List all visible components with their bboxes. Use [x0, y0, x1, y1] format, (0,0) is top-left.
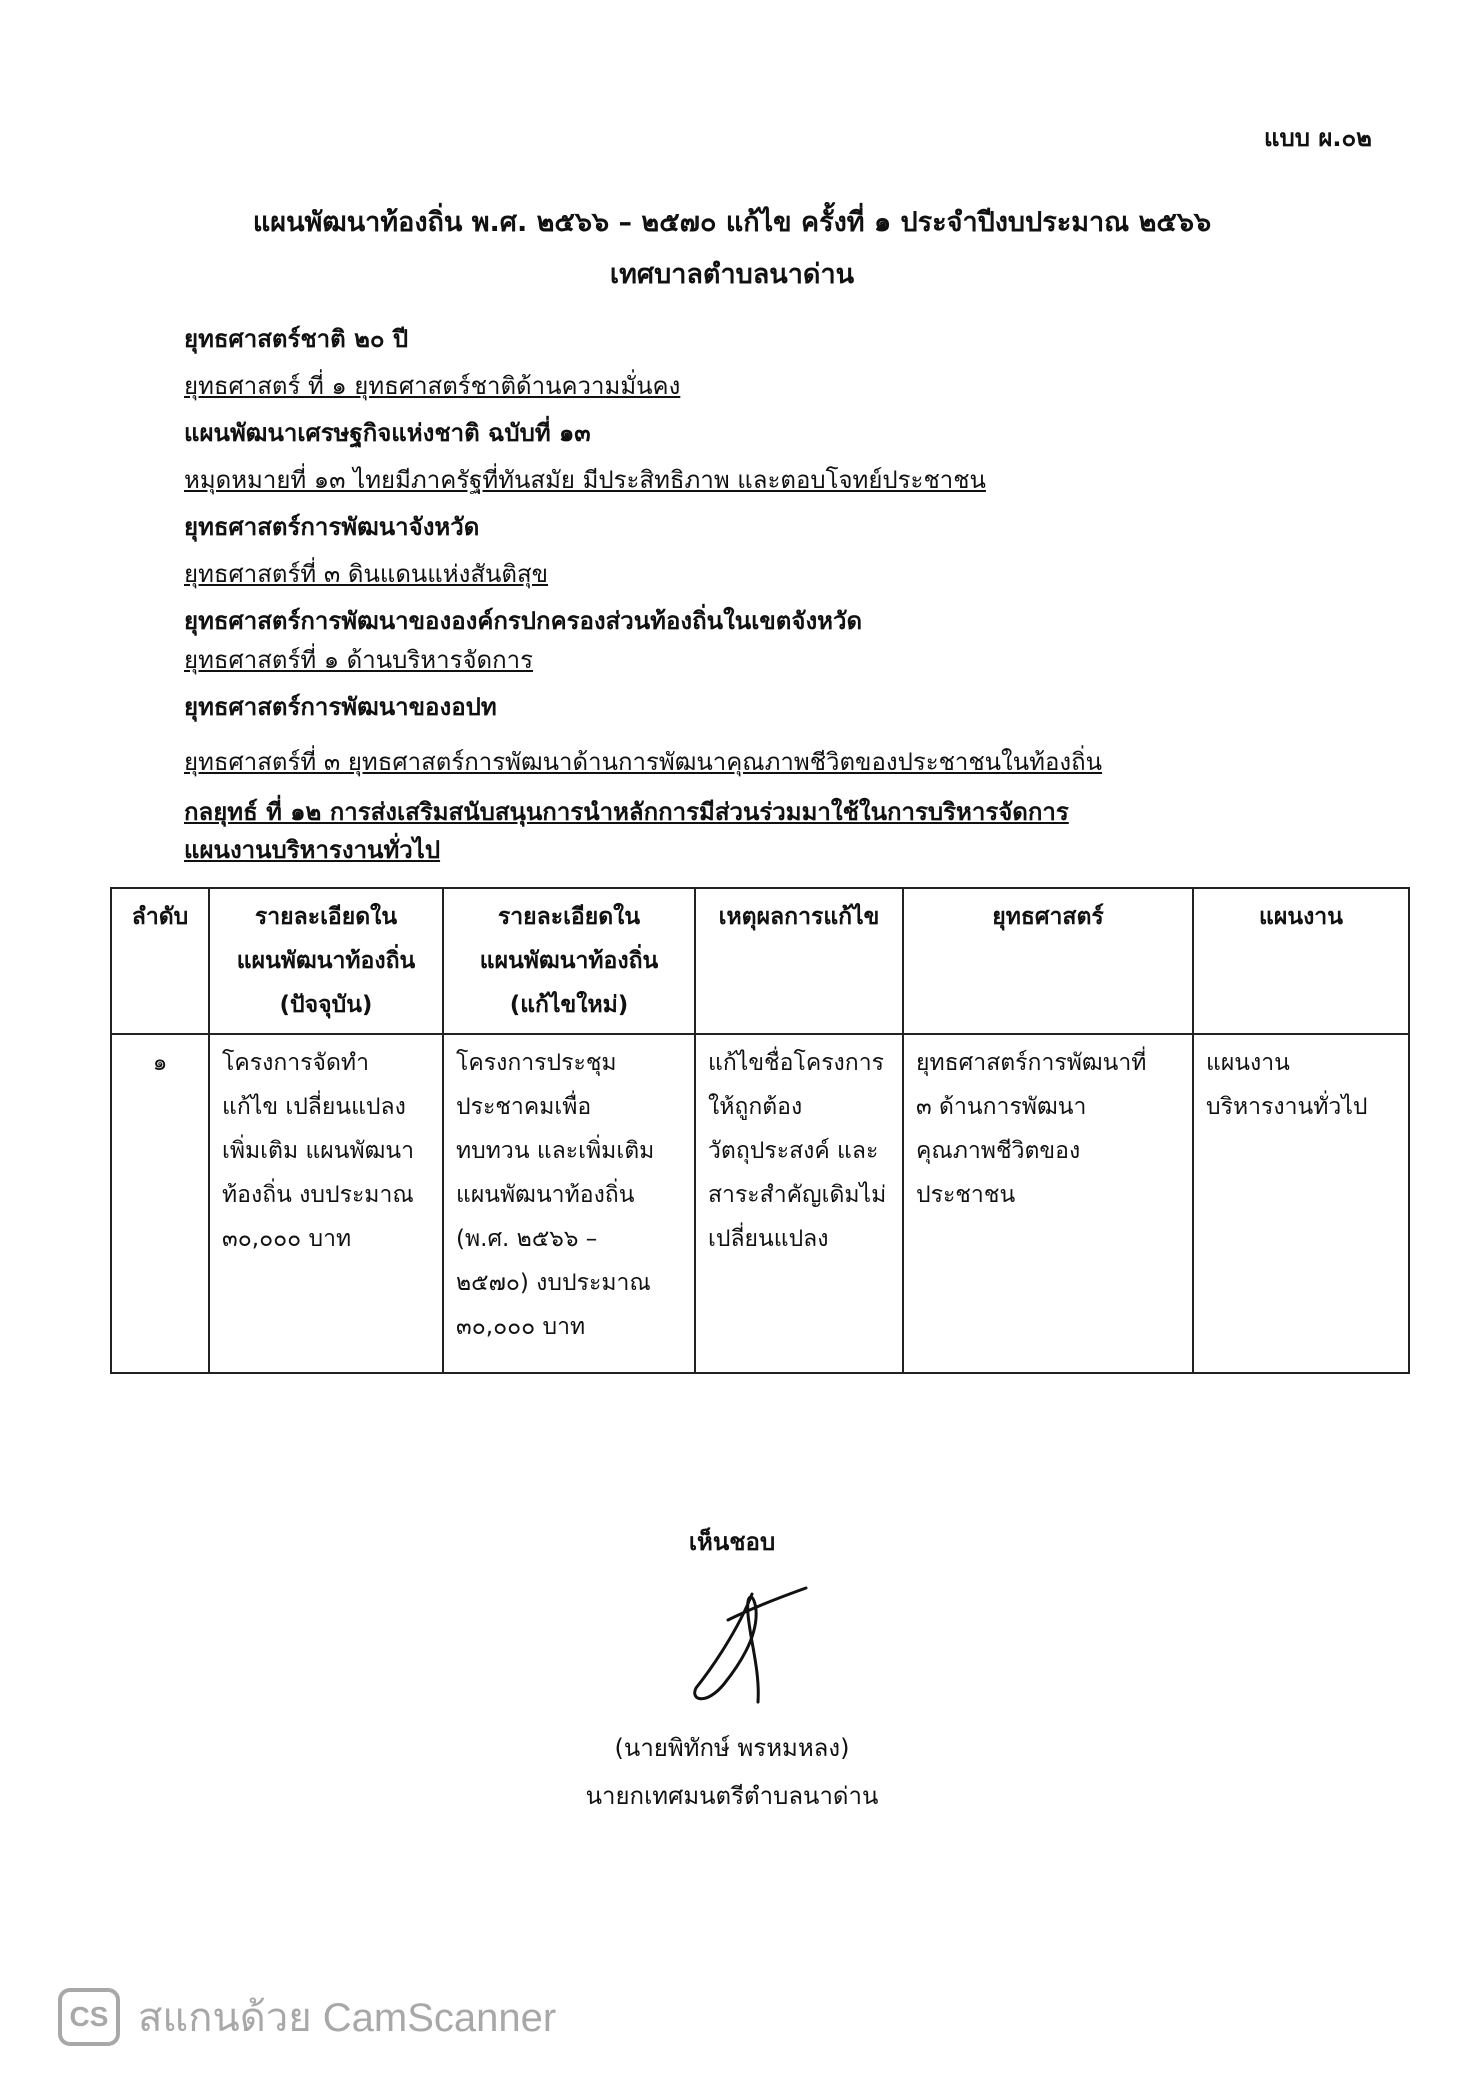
header-plan: แผนงาน — [1193, 888, 1409, 1034]
province-strategy: ยุทธศาสตร์ที่ ๓ ดินแดนแห่งสันติสุข — [184, 560, 549, 588]
document-title: แผนพัฒนาท้องถิ่น พ.ศ. ๒๕๖๖ – ๒๕๗๐ แก้ไข ครั้งที่ ๑ ประจำปีงบประมาณ ๒๕๖๖ — [252, 207, 1212, 238]
economic-plan-goal: หมุดหมายที่ ๑๓ ไทยมีภาครัฐที่ทันสมัย มีประสิทธิภาพ และตอบโจทย์ประชาชน — [184, 466, 986, 494]
header-current — [209, 888, 443, 1034]
cell-line: (พ.ศ. ๒๕๖๖ – — [456, 1226, 598, 1252]
cell-line: ทบทวน และเพิ่มเติม — [456, 1138, 655, 1164]
cell-line: โครงการประชุม — [456, 1050, 617, 1076]
signer-name: (นายพิทักษ์ พรหมหลง) — [614, 1734, 850, 1762]
tactic: กลยุทธ์ ที่ ๑๒ การส่งเสริมสนับสนุนการนำหลักการมีส่วนร่วมมาใช้ในการบริหารจัดการ — [184, 798, 1069, 826]
cell-plan — [1193, 1034, 1409, 1373]
local-province-strategy-heading: ยุทธศาสตร์การพัฒนาขององค์กรปกครองส่วนท้องถิ่นในเขตจังหวัด — [184, 607, 863, 635]
revision-table — [110, 887, 1410, 1374]
lao-strategy-heading: ยุทธศาสตร์การพัฒนาของอปท — [184, 693, 497, 721]
cell-line: ๓ ด้านการพัฒนา — [916, 1094, 1087, 1120]
lao-strategy: ยุทธศาสตร์ที่ ๓ ยุทธศาสตร์การพัฒนาด้านการพัฒนาคุณภาพชีวิตของประชาชนในท้องถิ่น — [184, 748, 1103, 776]
cell-strategy — [903, 1034, 1193, 1373]
cell-line: ท้องถิ่น งบประมาณ — [222, 1182, 414, 1208]
cell-line: แผนงาน — [1206, 1050, 1290, 1076]
local-province-strategy: ยุทธศาสตร์ที่ ๑ ด้านบริหารจัดการ — [184, 646, 534, 674]
cell-reason — [695, 1034, 903, 1373]
cell-line: ยุทธศาสตร์การพัฒนาที่ — [916, 1050, 1147, 1076]
watermark-text: สแกนด้วย CamScanner — [138, 1996, 557, 2040]
cell-line: คุณภาพชีวิตของ — [916, 1138, 1081, 1164]
cell-no: ๑ — [111, 1034, 209, 1373]
camscanner-logo-icon: CS — [58, 1988, 120, 2046]
header-reason: เหตุผลการแก้ไข — [695, 888, 903, 1034]
organization-name: เทศบาลตำบลนาด่าน — [609, 259, 855, 290]
header-strategy: ยุทธศาสตร์ — [903, 888, 1193, 1034]
header-current-line: รายละเอียดใน — [254, 904, 398, 930]
form-code: แบบ ผ.๐๒ — [1264, 124, 1372, 152]
province-strategy-heading: ยุทธศาสตร์การพัฒนาจังหวัด — [184, 513, 480, 541]
cell-revised — [443, 1034, 695, 1373]
header-revised-line: (แก้ไขใหม่) — [509, 992, 629, 1018]
cell-line: ๓๐,๐๐๐ บาท — [222, 1226, 352, 1252]
header-revised-line: แผนพัฒนาท้องถิ่น — [479, 948, 659, 974]
cell-line: แผนพัฒนาท้องถิ่น — [456, 1182, 635, 1208]
signature-mark — [688, 1580, 818, 1710]
cell-line: ประชาคมเพื่อ — [456, 1094, 592, 1120]
header-no: ลำดับ — [111, 888, 209, 1034]
cell-current — [209, 1034, 443, 1373]
cell-line: ให้ถูกต้อง — [708, 1094, 803, 1120]
cell-line: ประชาชน — [916, 1182, 1016, 1208]
approval-label: เห็นชอบ — [688, 1528, 776, 1556]
header-current-line: แผนพัฒนาท้องถิ่น — [236, 948, 416, 974]
cell-line: บริหารงานทั่วไป — [1206, 1094, 1368, 1120]
work-plan: แผนงานบริหารงานทั่วไป — [184, 836, 441, 864]
cell-line: แก้ไข เปลี่ยนแปลง — [222, 1094, 406, 1120]
camscanner-watermark — [58, 1985, 556, 2049]
table-row — [111, 1034, 1409, 1373]
header-current-line: (ปัจจุบัน) — [279, 992, 373, 1018]
cell-line: เพิ่มเติม แผนพัฒนา — [222, 1138, 415, 1164]
economic-plan-heading: แผนพัฒนาเศรษฐกิจแห่งชาติ ฉบับที่ ๑๓ — [184, 419, 591, 447]
national-strategy: ยุทธศาสตร์ ที่ ๑ ยุทธศาสตร์ชาติด้านความมั่นคง — [184, 372, 681, 400]
header-revised-line: รายละเอียดใน — [497, 904, 641, 930]
cell-line: แก้ไขชื่อโครงการ — [708, 1050, 884, 1076]
table-header-row — [111, 888, 1409, 1034]
national-strategy-heading: ยุทธศาสตร์ชาติ ๒๐ ปี — [184, 325, 409, 353]
cell-line: ๒๕๗๐) งบประมาณ — [456, 1270, 651, 1296]
cell-line: ๓๐,๐๐๐ บาท — [456, 1314, 586, 1340]
cell-line: วัตถุประสงค์ และ — [708, 1138, 879, 1164]
signer-position: นายกเทศมนตรีตำบลนาด่าน — [585, 1782, 879, 1810]
cell-line: โครงการจัดทำ — [222, 1050, 370, 1076]
header-revised — [443, 888, 695, 1034]
cell-line: สาระสำคัญเดิมไม่ — [708, 1182, 887, 1208]
cell-line: เปลี่ยนแปลง — [708, 1226, 829, 1252]
